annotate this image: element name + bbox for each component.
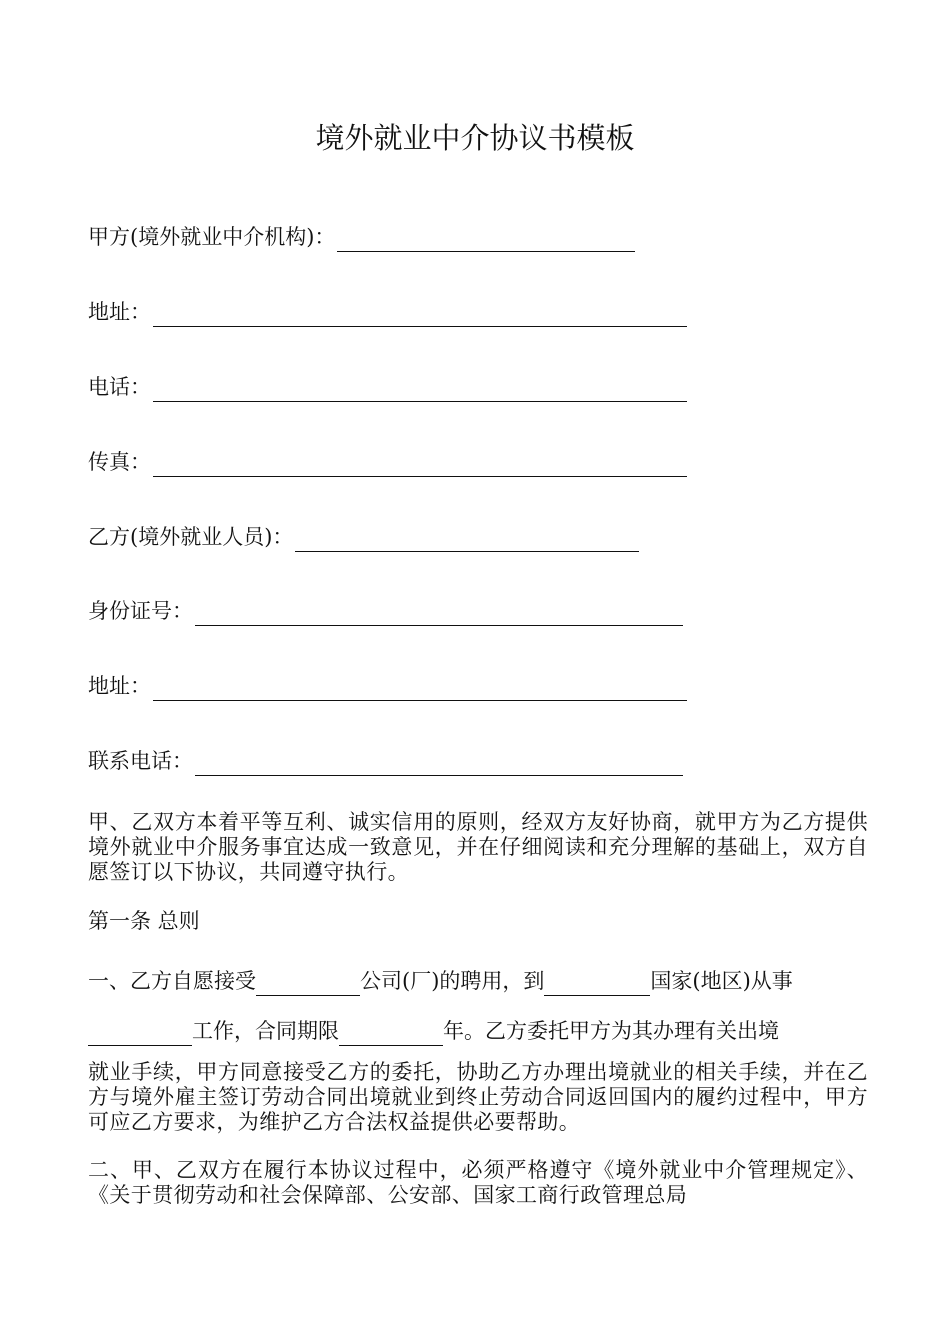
fill-in-blank[interactable] xyxy=(339,1021,443,1046)
field-party-b-id-number xyxy=(88,590,683,626)
clause-1-line-2 xyxy=(88,1016,779,1046)
field-label: 身份证号： xyxy=(88,599,193,623)
clause-1-continuation: 就业手续，甲方同意接受乙方的委托，协助乙方办理出境就业的相关手续，并在乙方与境外雇主签订劳动合同出境就业到终止劳动合同返回国内的履约过程中，甲方可应乙方要求，为维护乙方合法权益提供必要帮助。 xyxy=(88,1060,868,1134)
fill-in-blank[interactable] xyxy=(544,971,650,996)
document-title: 境外就业中介协议书模板 xyxy=(315,121,635,155)
clause-text: 工作，合同期限 xyxy=(192,1019,339,1043)
field-label: 联系电话： xyxy=(88,749,193,773)
field-party-b-address xyxy=(88,665,687,701)
fill-in-blank[interactable] xyxy=(88,1021,192,1046)
field-label: 地址： xyxy=(88,674,151,698)
clause-1-line-1 xyxy=(88,966,793,996)
field-label: 地址： xyxy=(88,300,151,324)
field-party-b-contact-phone xyxy=(88,740,683,776)
field-label: 乙方(境外就业人员)： xyxy=(88,525,294,549)
clause-text: 国家(地区)从事 xyxy=(650,969,793,993)
field-party-a-phone xyxy=(88,366,687,402)
clause-2-paragraph: 二、甲、乙双方在履行本协议过程中，必须严格遵守《境外就业中介管理规定》、《关于贯彻劳动和社会保障部、公安部、国家工商行政管理总局 xyxy=(88,1158,868,1207)
field-label: 电话： xyxy=(88,375,151,399)
field-party-a-address xyxy=(88,291,687,327)
fill-in-blank[interactable] xyxy=(256,971,360,996)
field-party-a-fax xyxy=(88,441,687,477)
fill-in-blank[interactable] xyxy=(337,227,635,252)
article-heading: 第一条 总则 xyxy=(88,909,200,933)
fill-in-blank[interactable] xyxy=(295,527,639,552)
fill-in-blank[interactable] xyxy=(153,676,687,701)
field-party-b xyxy=(88,516,639,552)
fill-in-blank[interactable] xyxy=(195,751,683,776)
fill-in-blank[interactable] xyxy=(153,302,687,327)
fill-in-blank[interactable] xyxy=(153,452,687,477)
clause-text: 一、乙方自愿接受 xyxy=(88,969,256,993)
clause-text: 公司(厂)的聘用，到 xyxy=(360,969,545,993)
clause-text: 年。乙方委托甲方为其办理有关出境 xyxy=(443,1019,779,1043)
fill-in-blank[interactable] xyxy=(153,377,687,402)
fill-in-blank[interactable] xyxy=(195,601,683,626)
field-label: 甲方(境外就业中介机构)： xyxy=(88,225,336,249)
field-party-a xyxy=(88,216,635,252)
preamble-paragraph: 甲、乙双方本着平等互利、诚实信用的原则，经双方友好协商，就甲方为乙方提供境外就业中介服务事宜达成一致意见，并在仔细阅读和充分理解的基础上，双方自愿签订以下协议，共同遵守执行。 xyxy=(88,810,868,884)
field-label: 传真： xyxy=(88,450,151,474)
